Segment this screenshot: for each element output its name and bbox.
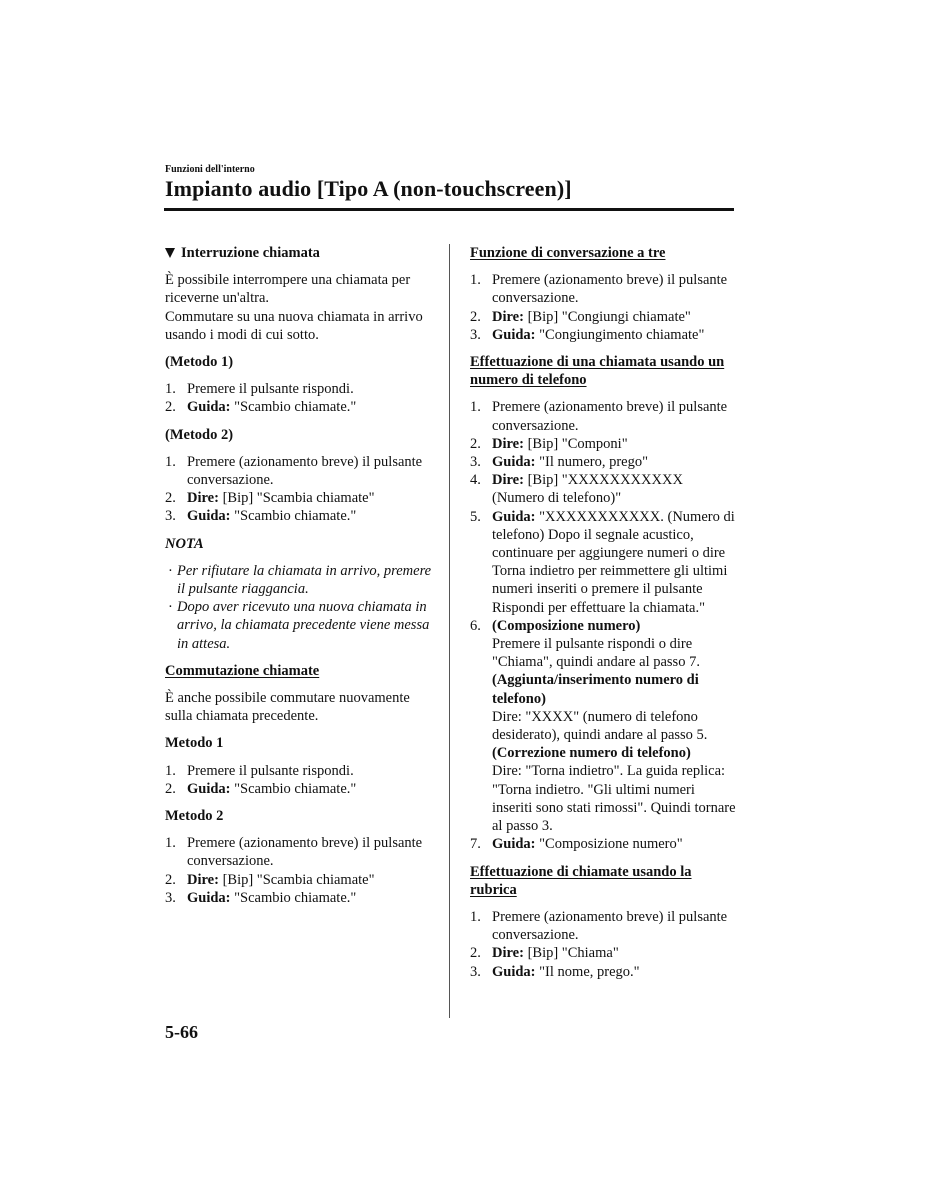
list-item: 1. Premere (azionamento breve) il pulsante conversazione.: [165, 835, 423, 870]
page-title: Impianto audio [Tipo A (non-touchscreen)]: [165, 176, 572, 201]
list-item: 1. Premere il pulsante rispondi.: [165, 381, 354, 398]
sw-metodo1-heading: Metodo 1: [165, 735, 224, 752]
list-item: 3. Guida: "Scambio chiamate.": [165, 508, 357, 525]
conf-steps: [470, 271, 738, 344]
list-item: 6. (Composizione numero) Premere il pulsante rispondi o dire "Chiama", quindi andare al passo 7. (Aggiunta/inserimento numero di telefono) Dire: "XXXX" (numero di telefono desiderato), quindi andare al passo 5. (Correzione numero di telefono) Dire: "Torna indietro". La guida replica: "Torna indietro. "Gli ultimi numeri inseriti sono stati rimossi". Quindi tornare al passo 3.: [470, 617, 736, 835]
list-item: 7. Guida: "Composizione numero": [470, 836, 683, 853]
metodo1-heading: (Metodo 1): [165, 354, 234, 371]
list-item: 5. Guida: "XXXXXXXXXXX. (Numero di telefono) Dopo il segnale acustico, continuare per aggiungere numeri o dire Torna indietro per reimmettere gli ultimi numeri inseriti o premere il pulsante Rispondi per effettuare la chiamata.": [470, 508, 735, 616]
down-triangle-icon: [165, 248, 175, 258]
list-item: 2. Dire: [Bip] "Scambia chiamate": [165, 490, 375, 507]
sw-metodo1-steps: [165, 762, 433, 798]
metodo1-steps: [165, 380, 433, 416]
list-item: 2. Guida: "Scambio chiamate.": [165, 780, 357, 797]
list-item: 2. Dire: [Bip] "Scambia chiamate": [165, 871, 375, 888]
left-column: [165, 244, 433, 916]
metodo2-steps: [165, 453, 433, 526]
note-item: · Per rifiutare la chiamata in arrivo, premere il pulsante riaggancia.: [165, 562, 433, 598]
page-number: 5-66: [165, 1022, 198, 1042]
list-item: 2. Dire: [Bip] "Componi": [470, 435, 628, 452]
list-item: 2. Dire: [Bip] "Chiama": [470, 945, 619, 962]
title-rule: [164, 208, 734, 211]
list-item: 4. Dire: [Bip] "XXXXXXXXXXX (Numero di telefono)": [470, 472, 683, 507]
section-kicker: Funzioni dell'interno: [165, 164, 255, 175]
switch-heading: Commutazione chiamate: [165, 662, 320, 679]
sw-metodo2-steps: [165, 834, 433, 907]
sw-metodo2-heading: Metodo 2: [165, 808, 224, 825]
number-steps: [470, 398, 738, 853]
interrupt-heading: Interruzione chiamata: [165, 244, 433, 262]
right-column: [470, 244, 738, 990]
column-divider: [449, 244, 450, 1018]
interrupt-paragraph: È possibile interrompere una chiamata per riceverne un'altra. Commutare su una nuova chiamata in arrivo usando i modi di cui sotto.: [165, 272, 423, 343]
nota-list: [165, 562, 433, 653]
phonebook-steps: [470, 908, 738, 981]
number-heading: Effettuazione di una chiamata usando un numero di telefono: [470, 354, 725, 389]
list-item: 1. Premere (azionamento breve) il pulsante conversazione.: [165, 453, 423, 489]
list-item: 2. Dire: [Bip] "Congiungi chiamate": [470, 308, 691, 325]
switch-paragraph: È anche possibile commutare nuovamente sulla chiamata precedente.: [165, 690, 410, 725]
metodo2-heading: (Metodo 2): [165, 426, 234, 443]
list-item: 1. Premere (azionamento breve) il pulsante conversazione.: [470, 399, 728, 434]
list-item: 1. Premere il pulsante rispondi.: [165, 762, 354, 779]
list-item: 1. Premere (azionamento breve) il pulsante conversazione.: [470, 908, 728, 944]
list-item: 3. Guida: "Il nome, prego.": [470, 963, 640, 980]
list-item: 3. Guida: "Congiungimento chiamate": [470, 326, 705, 343]
list-item: 3. Guida: "Il numero, prego": [470, 454, 649, 471]
conf-heading: Funzione di conversazione a tre: [470, 245, 666, 261]
nota-label: NOTA: [165, 535, 204, 552]
list-item: 2. Guida: "Scambio chiamate.": [165, 399, 357, 416]
note-item: · Dopo aver ricevuto una nuova chiamata in arrivo, la chiamata precedente viene messa in attesa.: [165, 598, 433, 653]
phonebook-heading: Effettuazione di chiamate usando la rubrica: [470, 863, 692, 898]
list-item: 1. Premere (azionamento breve) il pulsante conversazione.: [470, 272, 728, 307]
list-item: 3. Guida: "Scambio chiamate.": [165, 889, 357, 906]
